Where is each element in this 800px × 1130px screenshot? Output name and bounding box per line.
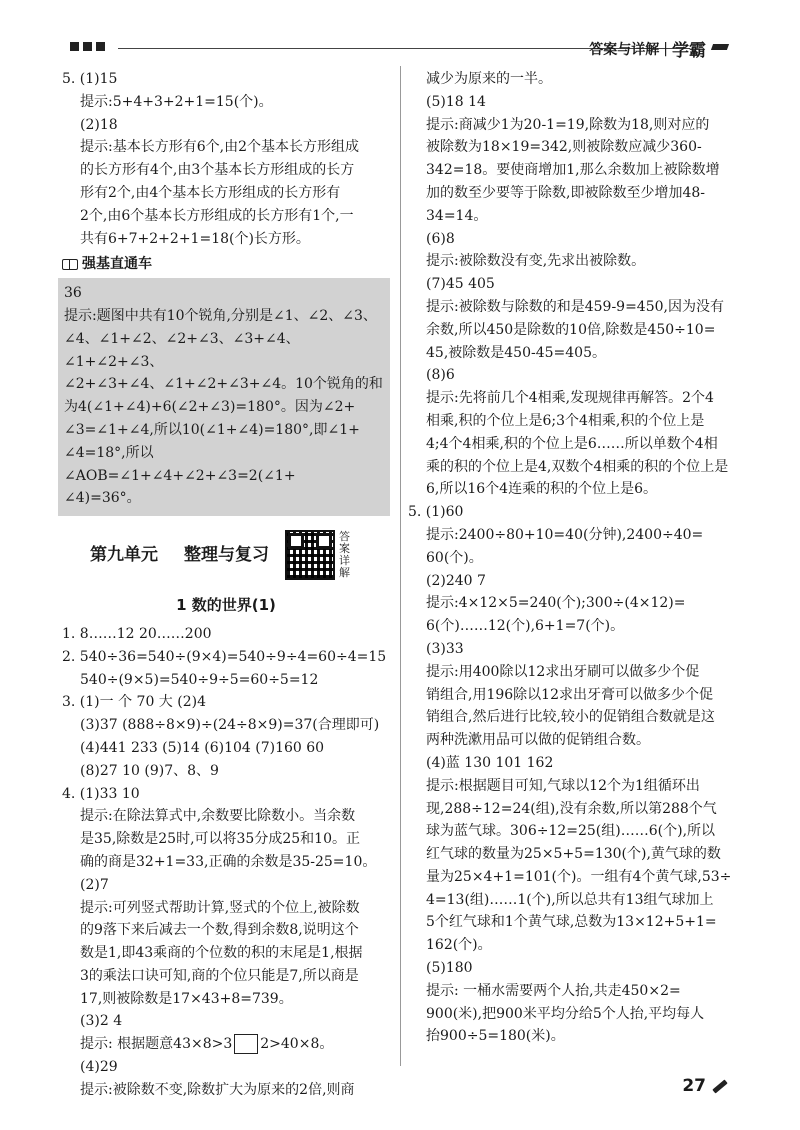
text-line: 的9落下来后减去一个数,得到余数8,说明这个 <box>80 922 359 939</box>
text-line: 形有2个,由4个基本长方形组成的长方形有 <box>80 184 341 201</box>
hint-part: 提示: 根据题意43×8>3 <box>80 1036 233 1053</box>
text-line: ∠4=18°,所以∠AOB=∠1+∠4+∠2+∠3=2(∠1+ <box>64 444 296 484</box>
text-line: 60(个)。 <box>426 549 483 566</box>
text-line: 提示: 一桶水需要两个人抬,共走450×2= <box>426 982 681 999</box>
text-line: 提示:可列竖式帮助计算,竖式的个位上,被除数 <box>80 899 360 916</box>
text-line: 数是1,即43乘商的个位数的积的末尾是1,根据 <box>80 945 363 962</box>
text-line: 提示:题图中共有10个锐角,分别是∠1、∠2、∠3、 <box>64 307 377 324</box>
text-line: ∠3=∠1+∠4,所以10(∠1+∠4)=180°,即∠1+ <box>64 421 360 438</box>
text-line: 5. (1)60 <box>408 504 464 521</box>
unit-title: 整理与复习 <box>184 544 269 565</box>
text-line: 是35,除数是25时,可以将35分成25和10。正 <box>80 831 360 848</box>
text-line: (2)7 <box>80 876 109 893</box>
text-line: 确的商是32+1=33,正确的余数是35-25=10。 <box>80 853 377 870</box>
text-line: (5)180 <box>426 960 473 977</box>
text-line: 销组合,用196除以12求出牙膏可以做多少个促 <box>426 686 713 703</box>
text-line: 162(个)。 <box>426 937 492 954</box>
text-line: 的长方形有4个,由3个基本长方形组成的长方 <box>80 162 355 179</box>
text-line <box>62 1033 390 1056</box>
text-line: (4)29 <box>80 1059 118 1076</box>
answer-blank <box>234 1034 258 1054</box>
qr-label: 答案详解 <box>339 530 350 580</box>
text-line: 5. (1)15 <box>62 71 118 87</box>
text-line: 4. (1)33 10 <box>62 785 140 802</box>
text-line: (4)441 233 (5)14 (6)104 (7)160 60 <box>80 739 325 756</box>
text-line: 5个红气球和1个黄气球,总数为13×12+5+1= <box>426 914 717 931</box>
text-line: 提示:5+4+3+2+1=15(个)。 <box>80 93 273 110</box>
text-line: 45,被除数是450-45=405。 <box>426 344 606 361</box>
page-number-area <box>682 1076 728 1096</box>
text-line: ∠2+∠3+∠4、∠1+∠2+∠3+∠4。10个锐角的和 <box>64 376 383 393</box>
text-line: 6(个)……12(个),6+1=7(个)。 <box>426 618 625 635</box>
text-line: 提示:2400÷80+10=40(分钟),2400÷40= <box>426 526 704 543</box>
text-line: 1. 8……12 20……200 <box>62 625 212 642</box>
section-heading <box>62 253 390 276</box>
text-line: 提示:用400除以12求出牙刷可以做多少个促 <box>426 663 700 680</box>
section-title: 强基直通车 <box>82 256 152 273</box>
text-line: 3. (1)一 个 70 大 (2)4 <box>62 694 206 711</box>
text-line: 提示:基本长方形有6个,由2个基本长方形组成 <box>80 139 359 156</box>
text-line: 提示:4×12×5=240(个);300÷(4×12)= <box>426 595 686 612</box>
hint-part: 2>40×8。 <box>260 1036 334 1053</box>
text-line: 900(米),把900米平均分给5个人抬,平均每人 <box>426 1005 705 1022</box>
text-line: (3)2 4 <box>80 1013 123 1030</box>
text-line: 减少为原来的一半。 <box>426 71 552 87</box>
text-line: 2. 540÷36=540÷(9×4)=540÷9÷4=60÷4=15 <box>62 648 387 665</box>
text-line: (8)6 <box>426 367 455 384</box>
page-number: 27 <box>682 1076 706 1096</box>
text-line: 共有6+7+2+2+1=18(个)长方形。 <box>80 230 310 247</box>
text-line: 被除数为18×19=342,则被除数应减少360- <box>426 139 702 156</box>
brand-separator: | <box>663 40 668 57</box>
graduation-cap-icon <box>710 44 730 54</box>
text-line: (2)240 7 <box>426 572 486 589</box>
header-brand <box>589 36 730 61</box>
text-line: 提示:根据题目可知,气球以12个为1组循环出 <box>426 777 700 794</box>
text-line: 提示:在除法算式中,余数要比除数小。当余数 <box>80 808 356 825</box>
text-line: 提示:被除数与除数的和是459-9=450,因为没有 <box>426 298 724 315</box>
qr-code[interactable] <box>285 530 335 580</box>
pencil-icon <box>712 1079 727 1093</box>
text-line: 提示:先将前几个4相乘,发现规律再解答。2个4 <box>426 390 714 407</box>
column-divider <box>400 66 401 1066</box>
text-line: 为4(∠1+∠4)+6(∠2+∠3)=180°。因为∠2+ <box>64 399 356 416</box>
text-line: 相乘,积的个位上是6;3个4相乘,积的个位上是 <box>426 412 705 429</box>
book-icon <box>62 259 78 270</box>
text-line: (6)8 <box>426 230 455 247</box>
text-line: 提示:被除数没有变,先求出被除数。 <box>426 253 646 270</box>
text-line: 36 <box>64 285 82 302</box>
text-line: 红气球的数量为25×5+5=130(个),黄气球的数 <box>426 846 721 863</box>
text-line: (4)蓝 130 101 162 <box>426 754 554 771</box>
text-line: 加的数至少要等于除数,即被除数至少增加48- <box>426 184 705 201</box>
lesson-title: 1 数的世界(1) <box>176 596 276 615</box>
text-line: 提示:被除数不变,除数扩大为原来的2倍,则商 <box>80 1081 355 1098</box>
text-line: 量为25×4+1=101(个)。一组有4个黄气球,53÷ <box>426 868 732 885</box>
text-line: 现,288÷12=24(组),没有余数,所以第288个气 <box>426 800 717 817</box>
text-line: 乘的积的个位上是4,双数个4相乘的积的个位上是 <box>426 458 729 475</box>
text-line: 540÷(9×5)=540÷9÷5=60÷5=12 <box>80 671 319 688</box>
text-line: 2个,由6个基本长方形组成的长方形有1个,一 <box>80 207 354 224</box>
unit-heading <box>62 530 390 580</box>
text-line: (2)18 <box>80 116 118 133</box>
header-marks <box>70 42 105 51</box>
brand-title: 学霸 <box>672 41 706 61</box>
text-line: 4=13(组)……1(个),所以总共有13组气球加上 <box>426 891 714 908</box>
text-line: (7)45 405 <box>426 276 495 293</box>
text-line: 4;4个4相乘,积的个位上是6……所以单数个4相 <box>426 435 718 452</box>
text-line: 342=18。要使商增加1,那么余数加上被除数增 <box>426 162 720 179</box>
text-line: ∠4)=36°。 <box>64 490 141 507</box>
text-line: 17,则被除数是17×43+8=739。 <box>80 990 293 1007</box>
text-line: 34=14。 <box>426 207 488 224</box>
brand-subtitle: 答案与详解 <box>589 41 660 58</box>
text-line: (3)37 (888÷8×9)÷(24÷8×9)=37(合理即可) <box>80 717 380 734</box>
shaded-box <box>58 278 390 516</box>
text-line: 销组合,然后进行比较,较小的促销组合数就是这 <box>426 709 715 726</box>
text-line: (5)18 14 <box>426 93 486 110</box>
text-line: 余数,所以450是除数的10倍,除数是450÷10= <box>426 321 716 338</box>
text-line: 球为蓝气球。306÷12=25(组)……6(个),所以 <box>426 823 716 840</box>
text-line: (8)27 10 (9)7、8、9 <box>80 762 219 779</box>
unit-number: 第九单元 <box>90 544 158 565</box>
left-column <box>62 68 390 1102</box>
text-line: (3)33 <box>426 640 464 657</box>
text-line: 两种洗漱用品可以做的促销组合数。 <box>426 732 650 749</box>
right-column <box>408 68 742 1048</box>
text-line: 3的乘法口诀可知,商的个位只能是7,所以商是 <box>80 967 359 984</box>
text-line: 提示:商减少1为20-1=19,除数为18,则对应的 <box>426 116 710 133</box>
text-line: ∠4、∠1+∠2、∠2+∠3、∠3+∠4、∠1+∠2+∠3、 <box>64 330 300 370</box>
text-line: 6,所以16个4连乘的积的个位上是6。 <box>426 481 657 498</box>
text-line: 抬900÷5=180(米)。 <box>426 1028 565 1045</box>
